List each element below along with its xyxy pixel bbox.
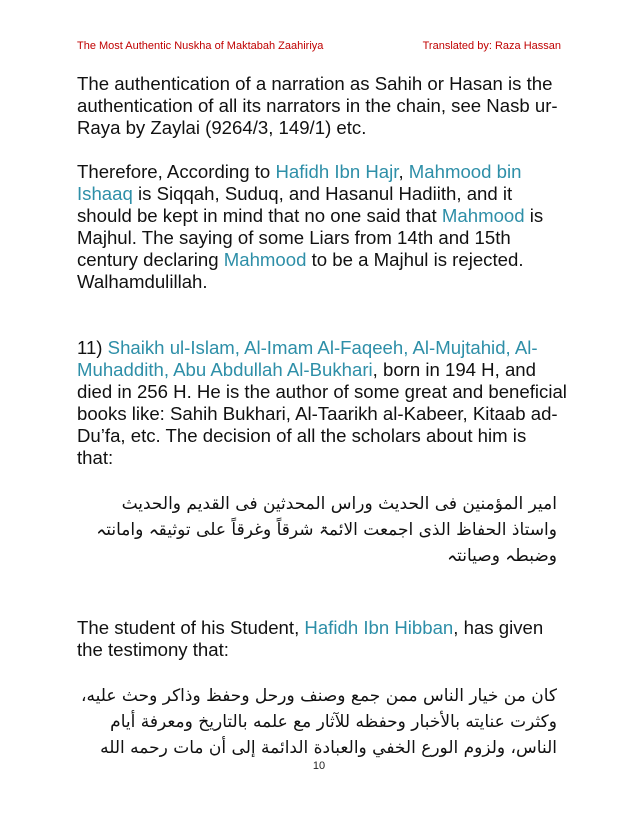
page-number: 10 [312,760,326,772]
highlight-name: Mahmood [441,205,525,226]
paragraph-authentication: The authentication of a narration as Sahih or Hasan is the authentication of all its narrators in the chain, see Nasb ur-Raya by Zaylai (9264/3, 149/1) etc. [77,73,558,138]
text: Therefore, According to [77,161,276,182]
text: is Siqqah, Suduq, and Hasanul Hadiith, and it should be kept in mind that no one said that [77,183,513,226]
highlight-name: Shaikh ul-Islam, Al-Imam Al-Faqeeh, Al-Mujtahid, Al-Muhaddith, Abu Abdullah Al-Bukhari [77,337,538,380]
page-content [77,73,567,761]
text: is Majhul. The saying of some Liars from 14th and 15th century declaring [77,205,544,270]
header-title: The Most Authentic Nuskha of Maktabah Zaahiriya [77,40,324,52]
page-header [77,40,561,52]
highlight-name: Hafidh Ibn Hibban [304,617,454,638]
highlight-name: Mahmood [223,249,307,270]
header-translator: Translated by: Raza Hassan [422,40,561,52]
text: to be a Majhul is rejected. Walhamdulillah. [77,249,524,292]
highlight-name: Mahmood bin Ishaaq [77,161,522,204]
arabic-quote-bukhari: امیر المؤمنین فی الحدیث وراس المحدثین فی القدیم والحدیث واستاذ الحفاظ الذی اجمعت الائمۃ شرقاً وغرقاً علی توثیقہ وامانتہ وضبطہ وصیانتہ [96,494,557,566]
arabic-quote-ibn-hibban: كان من خيار الناس ممن جمع وصنف ورحل وحفظ وذاكر وحث عليه، وكثرت عنايته بالأخبار وحفظه للآثار مع علمه بالتاريخ ومعرفة أيام الناس، ولزوم الورع الخفي والعبادة الدائمة إلى أن مات رحمه الله [80,686,557,758]
paragraph-mahmood [77,161,567,293]
text: , has given the testimony that: [77,617,544,660]
text: The student of his Student, [77,617,305,638]
paragraph-ibn-hibban [77,617,567,661]
highlight-name: Hafidh Ibn Hajr [275,161,399,182]
text: 11) [77,337,108,358]
text: , born in 194 H, and died in 256 H. He is the author of some great and beneficial books like: Sahih Bukhari, Al-Taarikh al-Kabeer, Kitaab ad-Du’fa, etc. The decision of all the scholars about him is that: [77,359,567,468]
paragraph-bukhari [77,337,567,469]
text: , [398,161,409,182]
